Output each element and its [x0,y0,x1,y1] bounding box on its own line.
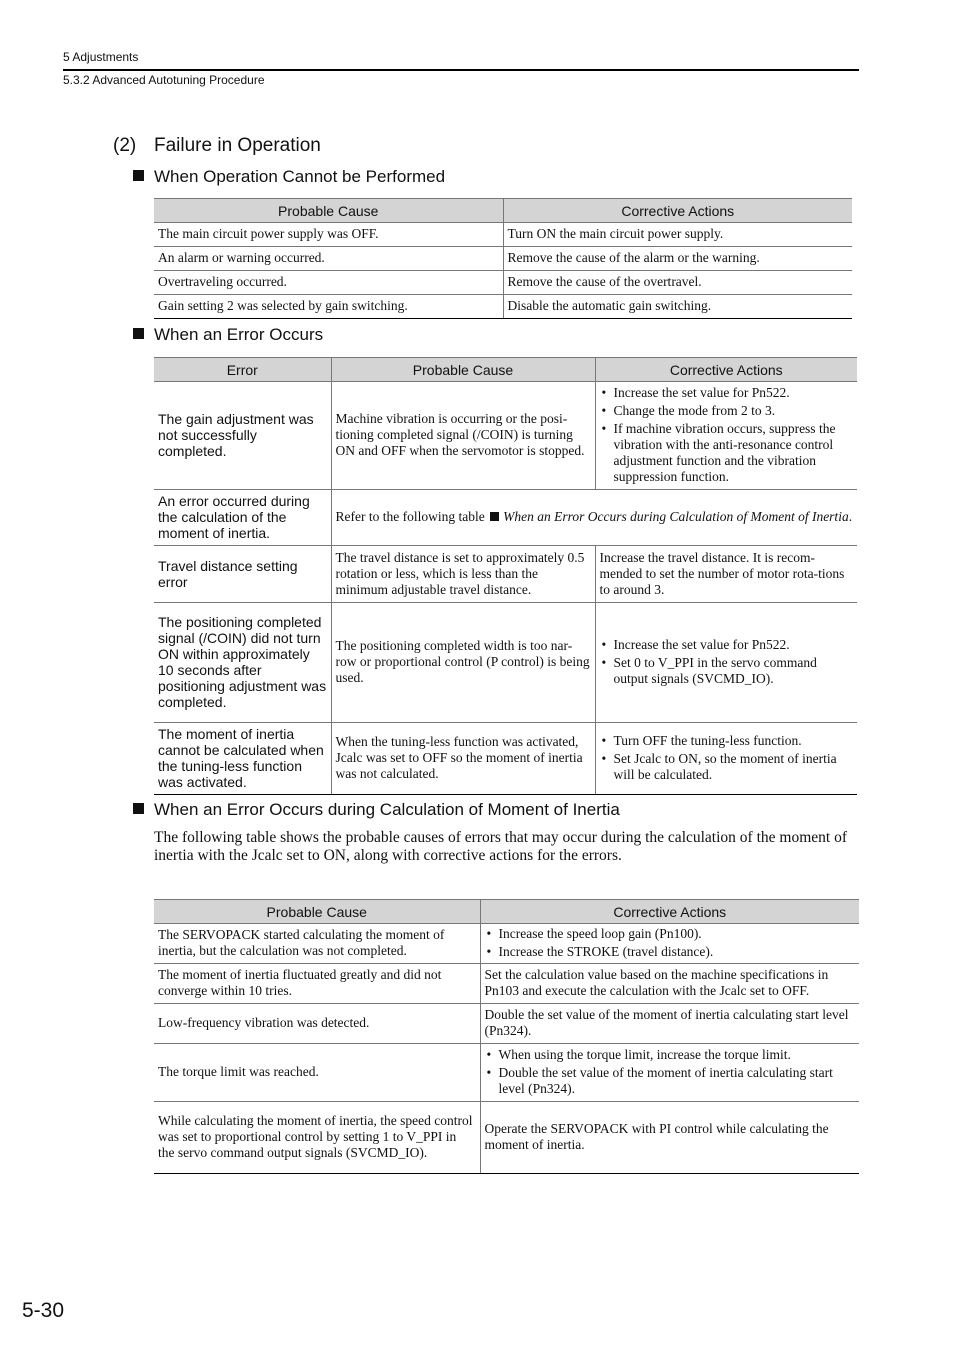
reference-cell: Refer to the following table When an Error Occurs during Calculation of Moment of Inertia. [331,490,857,546]
cause-cell: Overtraveling occurred. [154,271,503,295]
cause-cell: An alarm or warning occurred. [154,247,503,271]
table-when-an-error-occurs [154,357,857,795]
header-section: 5.3.2 Advanced Autotuning Procedure [63,73,265,87]
error-cell: An error occurred during the calculation of the moment of inertia. [154,490,331,546]
action-cell: Double the set value of the moment of inertia calculating start level (Pn324). [480,1004,859,1044]
table-reference-link[interactable]: When an Error Occurs during Calculation of Moment of Inertia [503,509,849,524]
list-item: • When using the torque limit, increase the torque limit. [485,1047,856,1063]
list-item: • Increase the set value for Pn522. [600,637,854,653]
table-row [154,723,857,795]
table-row [154,490,857,546]
action-cell: Remove the cause of the overtravel. [503,271,852,295]
header-rule [63,69,859,71]
actions-cell [480,924,859,964]
square-bullet-icon [133,170,144,181]
subheading-error-during-moment-of-inertia: When an Error Occurs during Calculation of Moment of Inertia [133,800,620,820]
column-header: Corrective Actions [595,358,857,382]
action-cell: Operate the SERVOPACK with PI control while calculating the moment of inertia. [480,1102,859,1174]
actions-cell [480,1044,859,1102]
list-item: • Increase the set value for Pn522. [600,385,854,401]
table-moment-of-inertia-errors [154,899,859,1174]
table-row [154,247,852,271]
list-item: • Set Jcalc to ON, so the moment of inertia will be calculated. [600,751,854,783]
actions-cell [595,603,857,723]
column-header: Corrective Actions [480,900,859,924]
section-title-text: Failure in Operation [154,135,321,156]
action-cell: Disable the automatic gain switching. [503,295,852,319]
cause-cell: The positioning completed width is too nar-row or proportional control (P control) is being used. [331,603,595,723]
cause-cell: The main circuit power supply was OFF. [154,223,503,247]
error-cell: The gain adjustment was not successfully completed. [154,382,331,490]
column-header: Error [154,358,331,382]
square-bullet-icon [490,512,499,521]
action-cell: Increase the travel distance. It is recom-mended to set the number of motor rota-tions to around 3. [595,546,857,603]
cause-cell: The travel distance is set to approximately 0.5 rotation or less, which is less than the minimum adjustable travel distance. [331,546,595,603]
table-header-row [154,199,852,223]
table-row [154,271,852,295]
list-item: • Change the mode from 2 to 3. [600,403,854,419]
table-row [154,382,857,490]
table-row [154,603,857,723]
cause-cell: The SERVOPACK started calculating the moment of inertia, but the calculation was not completed. [154,924,480,964]
cause-cell: Gain setting 2 was selected by gain switching. [154,295,503,319]
list-item: • Set 0 to V_PPI in the servo command output signals (SVCMD_IO). [600,655,854,687]
error-cell: The moment of inertia cannot be calculated when the tuning-less function was activated. [154,723,331,795]
list-item: • Increase the speed loop gain (Pn100). [485,926,856,942]
intro-paragraph: The following table shows the probable causes of errors that may occur during the calculation of the moment of inertia with the Jcalc set to ON, along with corrective actions for the errors. [154,829,847,864]
table-header-row [154,900,859,924]
table-row [154,1102,859,1174]
subheading-operation-cannot-be-performed: When Operation Cannot be Performed [133,167,445,187]
cause-cell: When the tuning-less function was activated, Jcalc was set to OFF so the moment of inertia was not calculated. [331,723,595,795]
action-cell: Turn ON the main circuit power supply. [503,223,852,247]
column-header: Probable Cause [154,199,503,223]
list-item: • If machine vibration occurs, suppress the vibration with the anti-resonance control adjustment function and the vibration suppression function. [600,421,854,485]
list-item: • Increase the STROKE (travel distance). [485,944,856,960]
square-bullet-icon [133,328,144,339]
table-row [154,1044,859,1102]
cause-cell: The torque limit was reached. [154,1044,480,1102]
cause-cell: Machine vibration is occurring or the posi-tioning completed signal (/COIN) is turning ON and OFF when the servomotor is stopped. [331,382,595,490]
table-row [154,924,859,964]
column-header: Probable Cause [154,900,480,924]
table-row [154,295,852,319]
square-bullet-icon [133,803,144,814]
action-cell: Set the calculation value based on the machine specifications in Pn103 and execute the calculation with the Jcalc set to OFF. [480,964,859,1004]
actions-cell [595,382,857,490]
cause-cell: The moment of inertia fluctuated greatly and did not converge within 10 tries. [154,964,480,1004]
actions-cell [595,723,857,795]
section-title [113,135,321,157]
error-cell: Travel distance setting error [154,546,331,603]
table-header-row [154,358,857,382]
table-operation-cannot-be-performed [154,198,852,319]
table-row [154,1004,859,1044]
section-number: (2) [113,135,137,156]
cause-cell: While calculating the moment of inertia, the speed control was set to proportional control by setting 1 to V_PPI in the servo command output signals (SVCMD_IO). [154,1102,480,1174]
column-header: Probable Cause [331,358,595,382]
list-item: • Double the set value of the moment of inertia calculating start level (Pn324). [485,1065,856,1097]
column-header: Corrective Actions [503,199,852,223]
subheading-when-an-error-occurs: When an Error Occurs [133,325,323,345]
action-cell: Remove the cause of the alarm or the warning. [503,247,852,271]
table-row [154,964,859,1004]
table-row [154,223,852,247]
header-chapter: 5 Adjustments [63,50,139,64]
error-cell: The positioning completed signal (/COIN) did not turn ON within approximately 10 seconds after positioning adjustment was completed. [154,603,331,723]
table-row [154,546,857,603]
list-item: • Turn OFF the tuning-less function. [600,733,854,749]
cause-cell: Low-frequency vibration was detected. [154,1004,480,1044]
page-number: 5-30 [22,1299,65,1322]
